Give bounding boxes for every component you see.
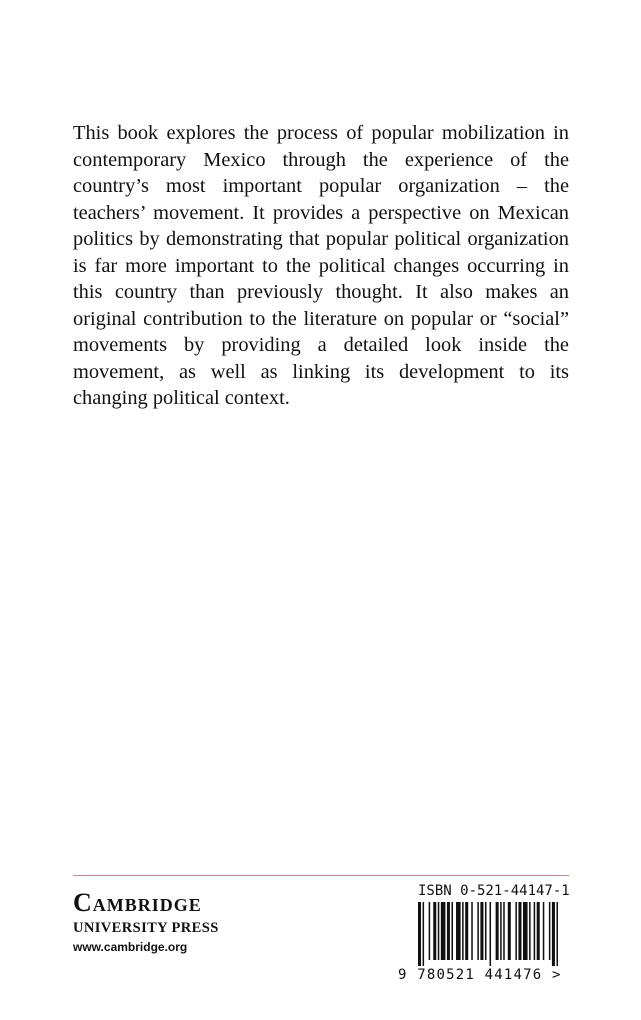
barcode-bar: [500, 902, 502, 960]
barcode-bar: [418, 902, 421, 966]
barcode-bar: [508, 902, 511, 960]
barcode-bar: [433, 902, 436, 960]
isbn-barcode-block: [398, 882, 570, 990]
barcode-bar: [477, 902, 479, 960]
barcode-bar: [534, 902, 536, 960]
barcode-bar: [465, 902, 468, 960]
barcode-bar: [471, 902, 473, 960]
barcode-bar: [523, 902, 528, 960]
barcode-bar: [451, 902, 453, 960]
isbn-label: ISBN 0-521-44147-1: [418, 883, 570, 899]
barcode-bar: [441, 902, 446, 960]
barcode-bar: [485, 902, 487, 960]
barcode-bar: [456, 902, 461, 960]
barcode-bar: [543, 902, 545, 960]
publisher-website: www.cambridge.org: [73, 940, 188, 954]
barcode-bar: [429, 902, 431, 960]
barcode-bar: [447, 902, 450, 960]
ean-digits: 9 780521 441476 >: [398, 967, 562, 983]
barcode-bar: [515, 902, 517, 960]
barcode-bar: [490, 902, 492, 966]
barcode-bar: [537, 902, 540, 960]
publisher-subtitle: UNIVERSITY PRESS: [73, 920, 219, 936]
barcode-bar: [496, 902, 499, 960]
barcode-bar: [549, 902, 551, 960]
barcode-bar: [423, 902, 425, 966]
barcode-bar: [462, 902, 464, 960]
publisher-imprint: [73, 888, 333, 955]
barcode-bar: [556, 902, 558, 966]
divider-rule: [73, 875, 569, 876]
barcode-icon: [418, 902, 558, 966]
publisher-name: Cambridge: [73, 888, 202, 917]
barcode-bar: [503, 902, 505, 960]
back-cover-blurb: This book explores the process of popular mobilization in contemporary Mexico through the experience of the country’s most important popular organization – the teachers’ movement. It provides a perspective on Mexican politics by demonstrating that popular political organization is far more important to the political changes occurring in this country than previously thought. It also makes an original contribution to the literature on popular or “social” movements by providing a detailed look inside the movement, as well as linking its development to its changing political context.: [73, 122, 569, 409]
barcode-bar: [480, 902, 483, 960]
barcode-bar: [552, 902, 555, 966]
barcode-bar: [438, 902, 440, 960]
barcode-bar: [518, 902, 521, 960]
barcode-bar: [529, 902, 531, 960]
